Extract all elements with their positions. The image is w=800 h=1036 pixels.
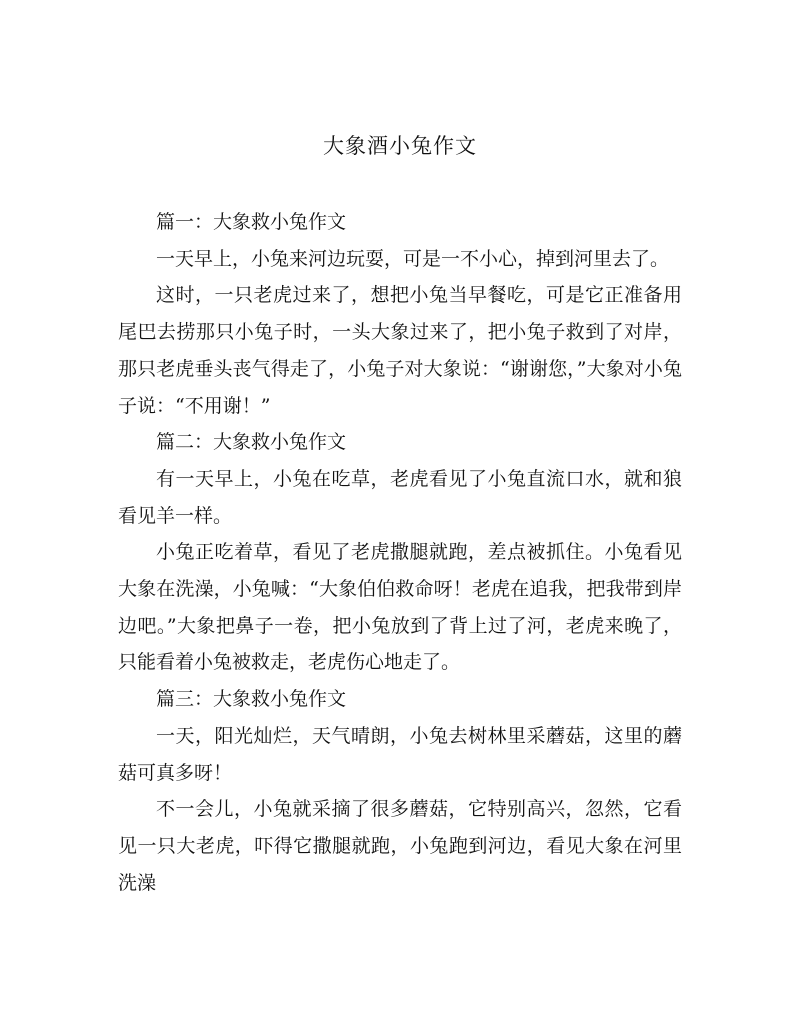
section-heading-1: 篇一：大象救小兔作文: [156, 211, 347, 233]
document-body: [118, 204, 682, 901]
paragraph: 一天，阳光灿烂，天气晴朗，小兔去树林里采蘑菇，这里的蘑菇可真多呀！: [118, 724, 682, 784]
paragraph: 一天早上，小兔来河边玩耍，可是一不小心，掉到河里去了。: [156, 247, 670, 270]
paragraph: 小兔正吃着草，看见了老虎撒腿就跑，差点被抓住。小兔看见大象在洗澡，小兔喊：“大象伯伯救命呀！老虎在追我，把我带到岸边吧。”大象把鼻子一卷，把小兔放到了背上过了河，老虎来晚了，只能看着小兔被救走，老虎伤心地走了。: [118, 541, 682, 674]
paragraph: 这时，一只老虎过来了，想把小兔当早餐吃，可是它正准备用尾巴去捞那只小兔子时，一头大象过来了，把小兔子救到了对岸，那只老虎垂头丧气得走了，小兔子对大象说：“谢谢您，”大象对小兔子说：“不用谢！”: [118, 284, 682, 417]
section-heading-3: 篇三：大象救小兔作文: [156, 688, 347, 711]
paragraph: 不一会儿，小兔就采摘了很多蘑菇，它特别高兴，忽然，它看见一只大老虎，吓得它撒腿就跑，小兔跑到河边，看见大象在河里洗澡: [118, 798, 682, 894]
section-heading-2: 篇二：大象救小兔作文: [156, 431, 347, 454]
document-title: 大象酒小兔作文: [323, 134, 477, 158]
paragraph: 有一天早上，小兔在吃草，老虎看见了小兔直流口水，就和狼看见羊一样。: [118, 467, 682, 527]
